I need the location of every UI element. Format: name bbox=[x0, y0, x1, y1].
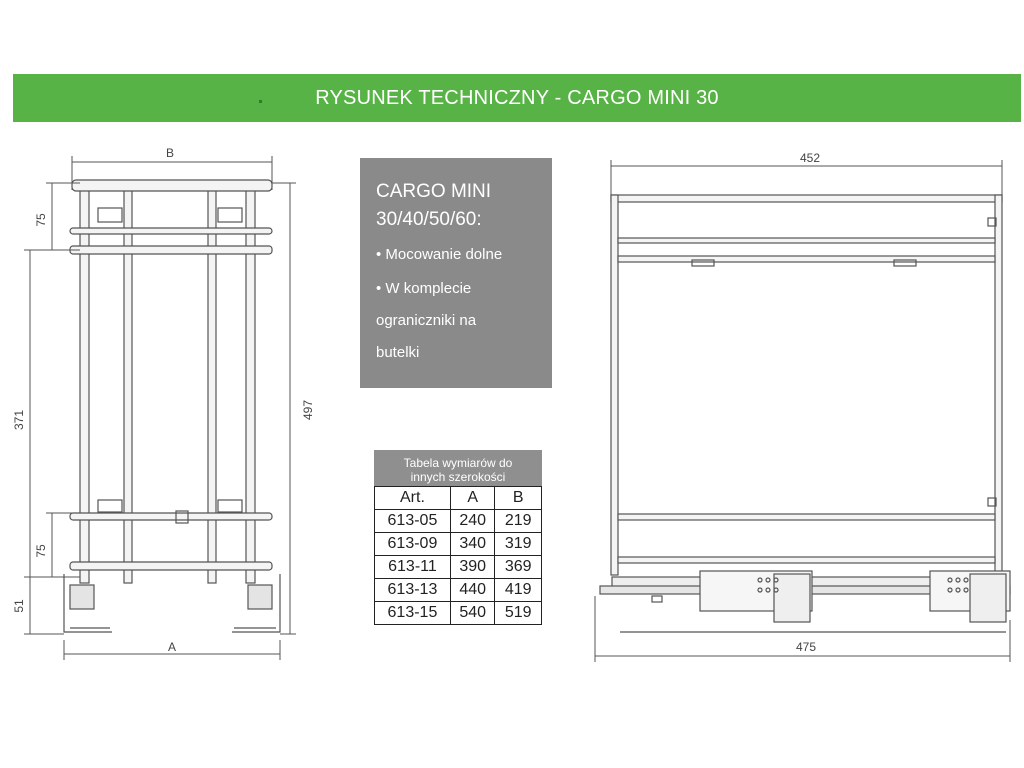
dim-label-a: A bbox=[167, 640, 177, 654]
table-row bbox=[375, 510, 542, 533]
info-subtitle: 30/40/50/60: bbox=[376, 209, 482, 230]
column-header-b: B bbox=[495, 487, 542, 510]
dim-label-b: B bbox=[165, 146, 175, 160]
table-cell-art: 613-13 bbox=[375, 579, 451, 602]
dim-label-upper-rail: 75 bbox=[34, 213, 48, 227]
dimension-grid bbox=[374, 486, 542, 625]
table-cell-art: 613-11 bbox=[375, 556, 451, 579]
info-bullet-included: • W komplecie bbox=[376, 280, 472, 297]
table-cell-b: 519 bbox=[495, 602, 542, 625]
info-title: CARGO MINI bbox=[376, 181, 492, 202]
column-header-a: A bbox=[450, 487, 495, 510]
table-cell-b: 369 bbox=[495, 556, 542, 579]
table-cell-a: 390 bbox=[450, 556, 495, 579]
side-view-frame bbox=[600, 195, 1010, 632]
table-cell-art: 613-09 bbox=[375, 533, 451, 556]
banner-title: RYSUNEK TECHNICZNY - CARGO MINI 30 bbox=[315, 87, 719, 109]
dim-label-total-height: 497 bbox=[301, 399, 315, 421]
table-header bbox=[374, 450, 542, 486]
table-row bbox=[375, 602, 542, 625]
dim-label-lower-rail: 75 bbox=[34, 544, 48, 558]
table-cell-a: 240 bbox=[450, 510, 495, 533]
product-info-box bbox=[360, 158, 552, 388]
table-row bbox=[375, 579, 542, 602]
column-header-art: Art. bbox=[375, 487, 451, 510]
table-cell-a: 540 bbox=[450, 602, 495, 625]
dimension-table bbox=[374, 450, 542, 625]
table-cell-a: 340 bbox=[450, 533, 495, 556]
table-row bbox=[375, 556, 542, 579]
table-header-line1: Tabela wymiarów do bbox=[403, 456, 513, 470]
table-cell-art: 613-05 bbox=[375, 510, 451, 533]
table-cell-art: 613-15 bbox=[375, 602, 451, 625]
table-cell-b: 219 bbox=[495, 510, 542, 533]
dim-label-side-top: 452 bbox=[799, 151, 821, 165]
table-header-line2: innych szerokości bbox=[410, 470, 506, 484]
table-cell-b: 319 bbox=[495, 533, 542, 556]
table-row bbox=[375, 533, 542, 556]
table-cell-b: 419 bbox=[495, 579, 542, 602]
table-cell-a: 440 bbox=[450, 579, 495, 602]
front-view-frame bbox=[64, 180, 280, 632]
dim-label-side-bottom: 475 bbox=[795, 640, 817, 654]
dim-label-base: 51 bbox=[12, 599, 26, 613]
info-bullet-included-cont1: ograniczniki na bbox=[376, 312, 477, 329]
info-bullet-included-cont2: butelki bbox=[376, 344, 420, 361]
info-bullet-mounting: • Mocowanie dolne bbox=[376, 246, 503, 263]
table-header-row bbox=[375, 487, 542, 510]
dim-label-middle: 371 bbox=[12, 409, 26, 431]
